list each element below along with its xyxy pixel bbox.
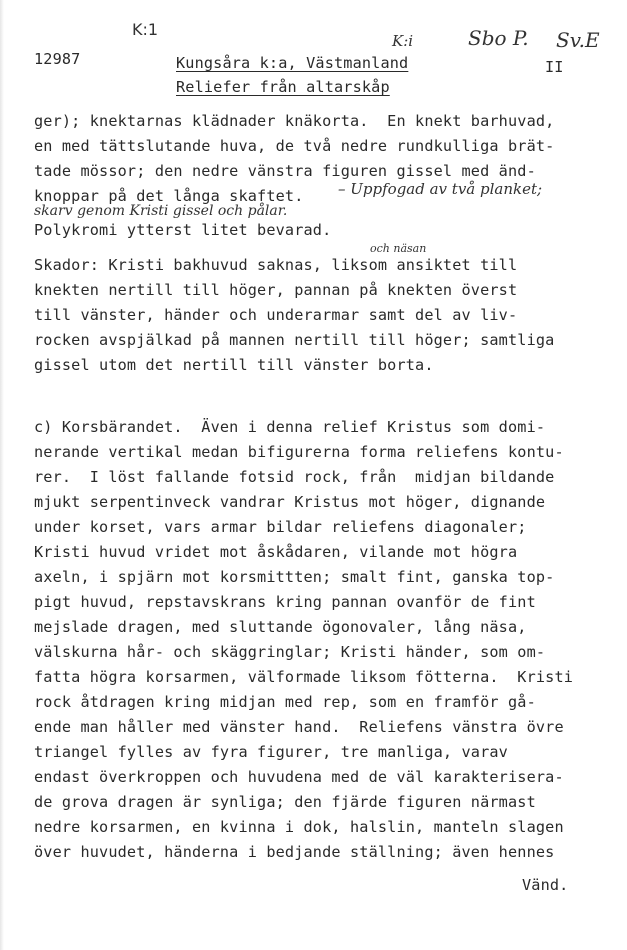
handwritten-insert-2: skarv genom Kristi gissel och pålar. <box>34 203 288 219</box>
body-line: tade mössor; den nedre vänstra figuren gissel med änd- <box>34 162 536 180</box>
handwritten-insert-above: och näsan <box>370 242 427 255</box>
body-line: endast överkroppen och huvudena med de väl karakterisera- <box>34 768 564 786</box>
body-line: under korset, vars armar bildar reliefens diagonaler; <box>34 518 527 536</box>
catalog-number: 12987 <box>34 50 81 68</box>
body-line: till vänster, händer och underarmar samt del av liv- <box>34 306 518 324</box>
body-line: triangel fylles av fyra figurer, tre manliga, varav <box>34 743 508 761</box>
body-line: nedre korsarmen, en kvinna i dok, halslin, manteln slagen <box>34 818 564 836</box>
margin-note-3: Sv.E <box>556 28 600 52</box>
body-line: axeln, i spjärn mot korsmittten; smalt fint, ganska top- <box>34 568 555 586</box>
body-line: fatta högra korsarmen, välformade liksom fötterna. Kristi <box>34 668 574 686</box>
place-heading: Kungsåra k:a, Västmanland <box>176 54 409 72</box>
turn-over-note: Vänd. <box>522 876 569 894</box>
body-line: knoppar på det långa skaftet. <box>34 187 304 205</box>
body-line: över huvudet, händerna i bedjande ställning; även hennes <box>34 843 555 861</box>
body-line: en med tättslutande huva, de två nedre rundkulliga brät- <box>34 137 555 155</box>
body-line: Polykromi ytterst litet bevarad. <box>34 221 332 239</box>
body-line: rer. I löst fallande fotsid rock, från midjan bildande <box>34 468 555 486</box>
margin-note-2: Sbo P. <box>468 26 529 50</box>
body-line: nerande vertikal medan bifigurerna forma reliefens kontu- <box>34 443 564 461</box>
body-line: pigt huvud, repstavskrans kring pannan ovanför de fint <box>34 593 536 611</box>
body-line: mjukt serpentinveck vandrar Kristus mot höger, dignande <box>34 493 546 511</box>
body-line: gissel utom det nertill till vänster borta. <box>34 356 434 374</box>
body-line: rock åtdragen kring midjan med rep, som en framför gå- <box>34 693 536 711</box>
body-line: Skador: Kristi bakhuvud saknas, liksom ansiktet till <box>34 256 518 274</box>
margin-note-1: K:i <box>392 32 414 50</box>
body-line: ende man håller med vänster hand. Reliefens vänstra övre <box>34 718 564 736</box>
body-line: de grova dragen är synliga; den fjärde figuren närmast <box>34 793 536 811</box>
subject-heading: Reliefer från altarskåp <box>176 78 390 96</box>
sheet-number: II <box>545 58 564 76</box>
body-line: ger); knektarnas klädnader knäkorta. En knekt barhuvad, <box>34 112 555 130</box>
body-line: Kristi huvud vridet mot åskådaren, vilande mot högra <box>34 543 518 561</box>
body-line: välskurna hår- och skäggringlar; Kristi händer, som om- <box>34 643 546 661</box>
top-mark: K:1 <box>132 20 159 39</box>
card-edge <box>0 0 4 950</box>
body-line: knekten nertill till höger, pannan på knekten överst <box>34 281 518 299</box>
handwritten-insert-1: – Uppfogad av två planket; <box>338 180 543 198</box>
body-line: rocken avspjälkad på mannen nertill till höger; samtliga <box>34 331 555 349</box>
body-line: c) Korsbärandet. Även i denna relief Kristus som domi- <box>34 418 546 436</box>
body-line: mejslade dragen, med sluttande ögonovaler, lång näsa, <box>34 618 527 636</box>
